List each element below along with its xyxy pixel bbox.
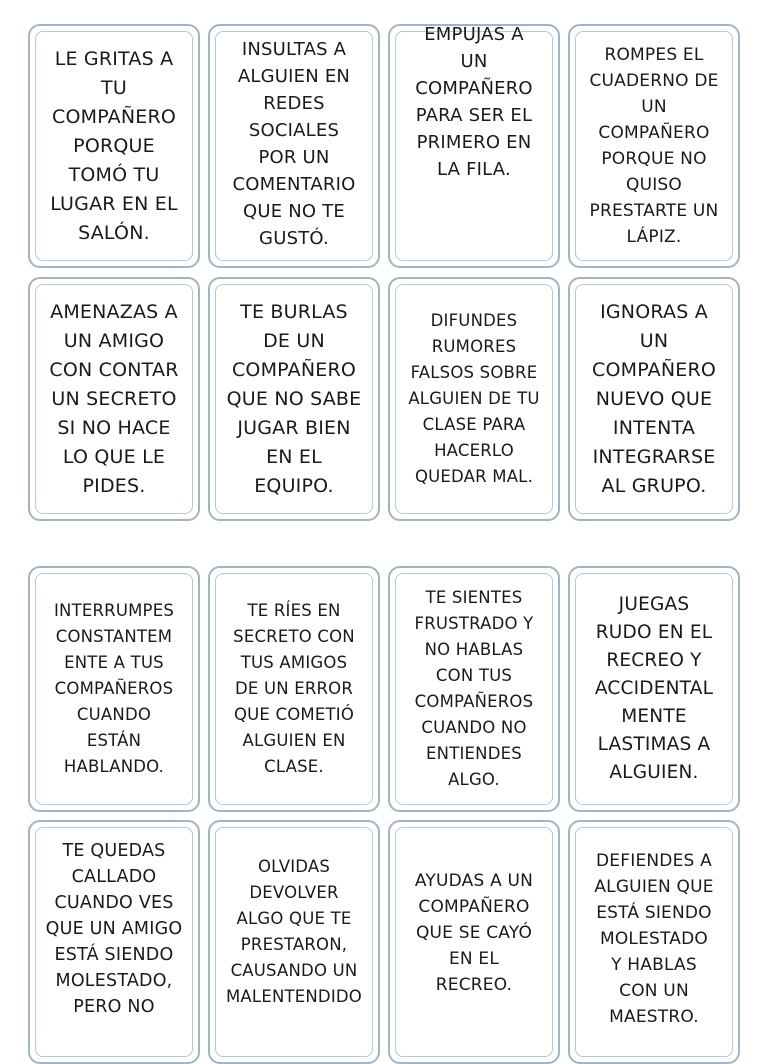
card-4 <box>568 24 740 268</box>
card-text: INTERRUMPES CONSTANTEM ENTE A TUS COMPAÑEROS CUANDO ESTÁN HABLANDO. <box>53 601 174 776</box>
card-13 <box>28 820 200 1064</box>
card-5 <box>28 277 200 521</box>
card-16 <box>568 820 740 1064</box>
card-text: OLVIDAS DEVOLVER ALGO QUE TE PRESTARON, CAUSANDO UN MALENTENDIDO <box>226 857 362 1006</box>
card-15 <box>388 820 560 1064</box>
card-10 <box>208 566 380 812</box>
card-9 <box>28 566 200 812</box>
card-text: IGNORAS A UN COMPAÑERO NUEVO QUE INTENTA INTEGRARSE AL GRUPO. <box>591 300 717 497</box>
card-text: TE BURLAS DE UN COMPAÑERO QUE NO SABE JUGAR BIEN EN EL EQUIPO. <box>226 300 362 497</box>
card-2 <box>208 24 380 268</box>
card-7 <box>388 277 560 521</box>
card-12 <box>568 566 740 812</box>
card-text: DIFUNDES RUMORES FALSOS SOBRE ALGUIEN DE TU CLASE PARA HACERLO QUEDAR MAL. <box>408 311 540 486</box>
card-8 <box>568 277 740 521</box>
card-text: TE RÍES EN SECRETO CON TUS AMIGOS DE UN ERROR QUE COMETIÓ ALGUIEN EN CLASE. <box>233 601 355 776</box>
card-text: AMENAZAS A UN AMIGO CON CONTAR UN SECRETO SI NO HACE LO QUE LE PIDES. <box>49 300 179 497</box>
card-3 <box>388 24 560 268</box>
card-text: LE GRITAS A TU COMPAÑERO PORQUE TOMÓ TU LUGAR EN EL SALÓN. <box>50 47 178 244</box>
card-text: INSULTAS A ALGUIEN EN REDES SOCIALES POR UN COMENTARIO QUE NO TE GUSTÓ. <box>232 39 356 249</box>
card-text: DEFIENDES A ALGUIEN QUE ESTÁ SIENDO MOLESTADO Y HABLAS CON UN MAESTRO. <box>594 851 714 1027</box>
card-text: AYUDAS A UN COMPAÑERO QUE SE CAYÓ EN EL RECREO. <box>414 871 534 995</box>
card-text: TE QUEDAS CALLADO CUANDO VES QUE UN AMIGO ESTÁ SIENDO MOLESTADO, PERO NO <box>45 841 183 1017</box>
card-14 <box>208 820 380 1064</box>
card-1 <box>28 24 200 268</box>
card-text: EMPUJAS A UN COMPAÑERO PARA SER EL PRIMERO EN LA FILA. <box>415 24 533 180</box>
card-6 <box>208 277 380 521</box>
card-11 <box>388 566 560 812</box>
card-text: JUEGAS RUDO EN EL RECREO Y ACCIDENTAL MENTE LASTIMAS A ALGUIEN. <box>594 594 714 783</box>
card-text: TE SIENTES FRUSTRADO Y NO HABLAS CON TUS COMPAÑEROS CUANDO NO ENTIENDES ALGO. <box>414 588 534 789</box>
card-text: ROMPES EL CUADERNO DE UN COMPAÑERO PORQUE NO QUISO PRESTARTE UN LÁPIZ. <box>589 45 719 247</box>
